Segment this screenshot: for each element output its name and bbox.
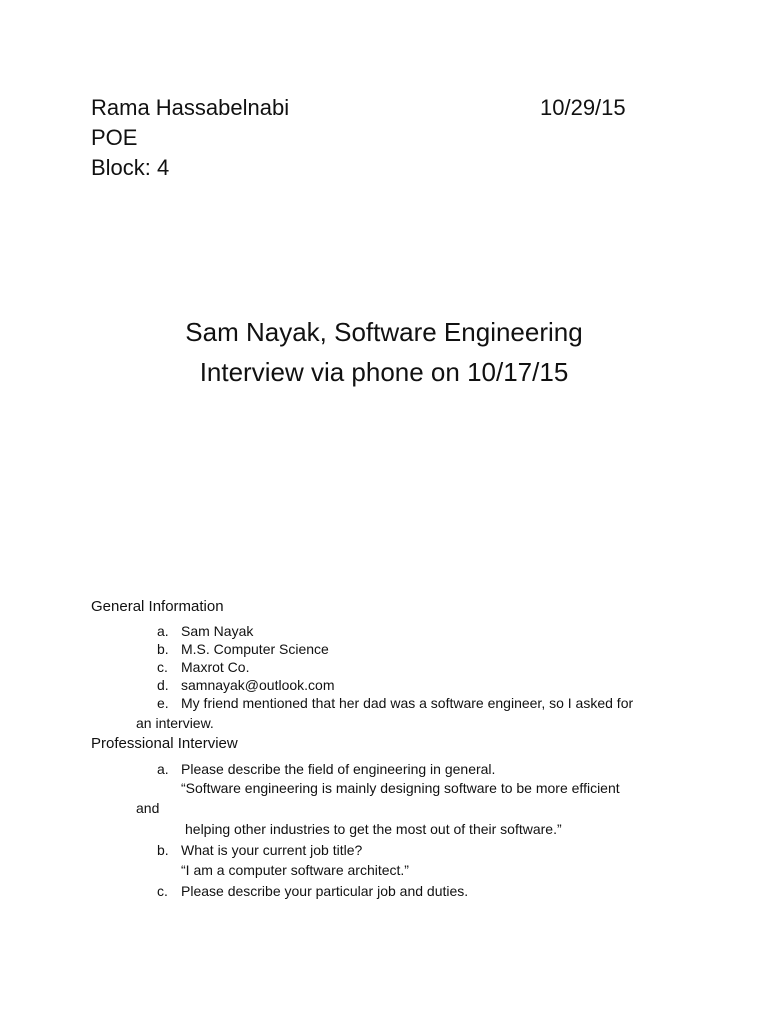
question-text: Please describe your particular job and duties. [181, 883, 469, 899]
author-name: Rama Hassabelnabi [91, 95, 290, 120]
question-text: What is your current job title? [181, 842, 363, 858]
general-information-heading: General Information [91, 598, 224, 615]
list-item-text: samnayak@outlook.com [181, 677, 335, 693]
question-text: Please describe the field of engineering in general. [181, 761, 496, 777]
list-item-text: M.S. Computer Science [181, 641, 329, 657]
list-marker: c. [157, 659, 168, 675]
list-marker: a. [157, 761, 169, 777]
document-title-line-1: Sam Nayak, Software Engineering [185, 317, 583, 347]
answer-text: “Software engineering is mainly designing software to be more efficient [181, 780, 620, 796]
course-name: POE [91, 125, 138, 150]
list-marker: b. [157, 641, 169, 657]
list-marker: a. [157, 623, 169, 639]
list-item-text: Sam Nayak [181, 623, 254, 639]
list-marker: c. [157, 883, 168, 899]
answer-text: and [136, 800, 160, 816]
block-number: Block: 4 [91, 155, 170, 180]
professional-interview-heading: Professional Interview [91, 735, 238, 752]
document-date: 10/29/15 [540, 95, 626, 120]
list-marker: b. [157, 842, 169, 858]
answer-text: “I am a computer software architect.” [181, 862, 409, 878]
list-item-text: My friend mentioned that her dad was a software engineer, so I asked for [181, 695, 634, 711]
list-marker: e. [157, 695, 169, 711]
list-marker: d. [157, 677, 169, 693]
document-title-line-2: Interview via phone on 10/17/15 [199, 357, 569, 387]
list-item-text: Maxrot Co. [181, 659, 250, 675]
answer-text: helping other industries to get the most out of their software.” [185, 821, 562, 837]
list-item-continuation: an interview. [136, 715, 214, 731]
